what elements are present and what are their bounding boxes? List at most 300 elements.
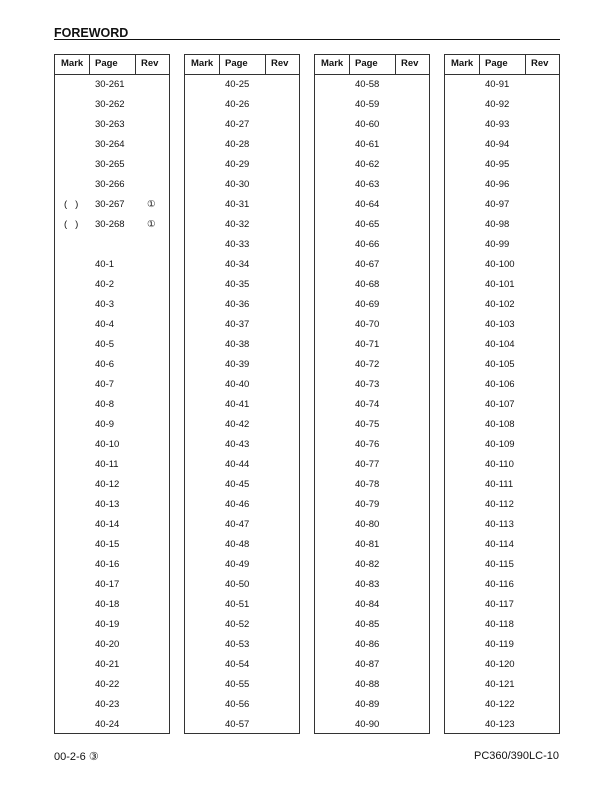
table-header xyxy=(315,55,429,75)
page-cell: 40-46 xyxy=(225,499,250,510)
table-row xyxy=(55,595,169,615)
page-cell: 40-119 xyxy=(485,639,514,650)
table-row xyxy=(185,615,299,635)
page-cell: 40-36 xyxy=(225,299,250,310)
column-divider xyxy=(219,55,220,75)
table-row xyxy=(315,495,429,515)
page-cell: 40-92 xyxy=(485,99,510,110)
column-divider xyxy=(89,55,90,75)
table-row xyxy=(55,275,169,295)
page-cell: 40-49 xyxy=(225,559,250,570)
column-divider xyxy=(265,55,266,75)
table-row xyxy=(315,95,429,115)
page-cell: 40-60 xyxy=(355,119,380,130)
table-row xyxy=(445,75,559,95)
table-row xyxy=(185,595,299,615)
page-cell: 40-21 xyxy=(95,659,120,670)
table-body xyxy=(55,75,169,733)
page-cell: 40-122 xyxy=(485,699,515,710)
table-row xyxy=(185,115,299,135)
table-row xyxy=(185,335,299,355)
page-cell: 40-104 xyxy=(485,339,515,350)
page-cell: 40-57 xyxy=(225,719,250,730)
page-cell: 40-22 xyxy=(95,679,120,690)
table-row xyxy=(55,515,169,535)
page-cell: 40-95 xyxy=(485,159,510,170)
page-cell: 40-65 xyxy=(355,219,380,230)
page-cell: 40-110 xyxy=(485,459,514,470)
table-row xyxy=(185,715,299,735)
page-cell: 40-77 xyxy=(355,459,380,470)
page-cell: 40-68 xyxy=(355,279,380,290)
page-cell: 40-12 xyxy=(95,479,120,490)
page-cell: 40-63 xyxy=(355,179,380,190)
table-row xyxy=(55,495,169,515)
page-cell: 40-28 xyxy=(225,139,250,150)
header-mark: Mark xyxy=(61,58,84,69)
table-row xyxy=(185,75,299,95)
column-divider xyxy=(395,55,396,75)
page-cell: 40-94 xyxy=(485,139,510,150)
page-cell: 40-44 xyxy=(225,459,250,470)
page-cell: 30-262 xyxy=(95,99,125,110)
table-row xyxy=(315,215,429,235)
table-row xyxy=(445,295,559,315)
table-row xyxy=(315,595,429,615)
page-cell: 40-59 xyxy=(355,99,380,110)
table-row xyxy=(445,315,559,335)
table-row xyxy=(315,675,429,695)
table-row xyxy=(185,255,299,275)
header-page: Page xyxy=(485,58,508,69)
footer-model: PC360/390LC-10 xyxy=(473,750,559,762)
page-cell: 40-72 xyxy=(355,359,380,370)
page-cell: 40-45 xyxy=(225,479,250,490)
page-cell: 40-106 xyxy=(485,379,515,390)
page-cell: 30-264 xyxy=(95,139,125,150)
page-cell: 40-109 xyxy=(485,439,515,450)
table-row xyxy=(55,695,169,715)
page-cell: 40-40 xyxy=(225,379,250,390)
table-row xyxy=(185,415,299,435)
table-row xyxy=(55,135,169,155)
page-cell: 40-111 xyxy=(485,479,514,490)
table-row xyxy=(445,95,559,115)
page-cell: 40-100 xyxy=(485,259,515,270)
page-cell: 40-86 xyxy=(355,639,380,650)
page-cell: 40-15 xyxy=(95,539,120,550)
table-row xyxy=(185,215,299,235)
table-row xyxy=(55,235,169,255)
page-cell: 40-112 xyxy=(485,499,514,510)
page-cell: 40-75 xyxy=(355,419,380,430)
table-row xyxy=(445,135,559,155)
table-row xyxy=(185,495,299,515)
header-rev: Rev xyxy=(271,58,289,69)
page-cell: 30-266 xyxy=(95,179,125,190)
table-row xyxy=(315,115,429,135)
table-row xyxy=(445,595,559,615)
page-cell: 40-99 xyxy=(485,239,510,250)
table-row xyxy=(315,295,429,315)
table-row xyxy=(315,515,429,535)
table-row xyxy=(445,635,559,655)
page-cell: 40-71 xyxy=(355,339,380,350)
page-cell: 30-263 xyxy=(95,119,125,130)
page-cell: 40-10 xyxy=(95,439,120,450)
page-cell: 40-101 xyxy=(485,279,515,290)
header-rule xyxy=(54,39,560,40)
header-rev: Rev xyxy=(531,58,549,69)
table-row xyxy=(185,395,299,415)
page-cell: 40-91 xyxy=(485,79,510,90)
table-row xyxy=(55,75,169,95)
page-cell: 30-267 xyxy=(95,199,125,210)
page-cell: 40-120 xyxy=(485,659,515,670)
page-title: FOREWORD xyxy=(54,26,129,40)
table-body xyxy=(315,75,429,733)
page-cell: 40-80 xyxy=(355,519,380,530)
table-row xyxy=(315,75,429,95)
table-row xyxy=(315,475,429,495)
page-cell: 40-27 xyxy=(225,119,250,130)
page-cell: 40-66 xyxy=(355,239,380,250)
page-cell: 40-53 xyxy=(225,639,250,650)
page-cell: 40-5 xyxy=(95,339,115,350)
table-row xyxy=(185,295,299,315)
table-row xyxy=(185,235,299,255)
page-cell: 40-73 xyxy=(355,379,380,390)
table-row xyxy=(185,655,299,675)
page-cell: 40-20 xyxy=(95,639,120,650)
page-list-table-1 xyxy=(54,54,170,734)
table-row xyxy=(445,715,559,735)
page-cell: 40-98 xyxy=(485,219,510,230)
page-cell: 30-261 xyxy=(95,79,125,90)
table-header xyxy=(185,55,299,75)
table-row xyxy=(185,475,299,495)
table-row xyxy=(185,575,299,595)
table-row xyxy=(55,675,169,695)
table-row xyxy=(185,355,299,375)
table-row xyxy=(185,195,299,215)
page-cell: 40-50 xyxy=(225,579,250,590)
table-row xyxy=(315,655,429,675)
page-cell: 40-3 xyxy=(95,299,115,310)
page-cell: 40-87 xyxy=(355,659,380,670)
table-row xyxy=(315,695,429,715)
table-row xyxy=(185,435,299,455)
page-cell: 40-38 xyxy=(225,339,250,350)
page-cell: 40-35 xyxy=(225,279,250,290)
table-row xyxy=(445,495,559,515)
table-row xyxy=(315,635,429,655)
header-mark: Mark xyxy=(321,58,344,69)
page-cell: 40-70 xyxy=(355,319,380,330)
column-divider xyxy=(349,55,350,75)
page-cell: 40-6 xyxy=(95,359,115,370)
page-cell: 40-93 xyxy=(485,119,510,130)
page-cell: 40-18 xyxy=(95,599,120,610)
column-divider xyxy=(525,55,526,75)
page-cell: 40-14 xyxy=(95,519,120,530)
table-row xyxy=(55,395,169,415)
page-cell: 30-268 xyxy=(95,219,125,230)
table-row xyxy=(315,195,429,215)
page-cell: 40-23 xyxy=(95,699,120,710)
table-row xyxy=(55,175,169,195)
page-list-table-3 xyxy=(314,54,430,734)
table-row xyxy=(445,675,559,695)
page-cell: 40-48 xyxy=(225,539,250,550)
page-cell: 40-24 xyxy=(95,719,120,730)
table-header xyxy=(55,55,169,75)
page-cell: 40-8 xyxy=(95,399,115,410)
page-cell: 40-51 xyxy=(225,599,250,610)
table-row xyxy=(445,375,559,395)
page-cell: 40-13 xyxy=(95,499,120,510)
table-row xyxy=(185,275,299,295)
table-row xyxy=(55,355,169,375)
page-cell: 40-7 xyxy=(95,379,115,390)
table-row xyxy=(55,95,169,115)
page-cell: 40-84 xyxy=(355,599,380,610)
page-cell: 40-26 xyxy=(225,99,250,110)
table-header xyxy=(445,55,559,75)
table-row xyxy=(445,515,559,535)
header-mark: Mark xyxy=(451,58,474,69)
table-row xyxy=(315,435,429,455)
table-row xyxy=(315,375,429,395)
table-row xyxy=(185,695,299,715)
table-row xyxy=(55,255,169,275)
table-row xyxy=(315,575,429,595)
header-page: Page xyxy=(355,58,378,69)
header-page: Page xyxy=(95,58,118,69)
table-row xyxy=(315,235,429,255)
header-mark: Mark xyxy=(191,58,214,69)
mark-cell: ( ) xyxy=(64,199,79,210)
page-cell: 40-30 xyxy=(225,179,250,190)
page-cell: 40-123 xyxy=(485,719,515,730)
footer-page-number: 00-2-6 ③ xyxy=(54,751,99,763)
table-row xyxy=(55,615,169,635)
page-cell: 40-31 xyxy=(225,199,250,210)
table-row xyxy=(315,395,429,415)
table-row xyxy=(445,235,559,255)
page-cell: 40-102 xyxy=(485,299,515,310)
page-cell: 30-265 xyxy=(95,159,125,170)
table-row xyxy=(315,415,429,435)
page-cell: 40-55 xyxy=(225,679,250,690)
page-cell: 40-42 xyxy=(225,419,250,430)
page-cell: 40-81 xyxy=(355,539,380,550)
table-row xyxy=(185,175,299,195)
table-row xyxy=(185,315,299,335)
page-cell: 40-47 xyxy=(225,519,250,530)
page-cell: 40-88 xyxy=(355,679,380,690)
page-cell: 40-64 xyxy=(355,199,380,210)
page-cell: 40-39 xyxy=(225,359,250,370)
page-cell: 40-103 xyxy=(485,319,515,330)
table-row xyxy=(55,295,169,315)
table-row xyxy=(315,315,429,335)
table-row xyxy=(445,415,559,435)
page-cell: 40-79 xyxy=(355,499,380,510)
column-divider xyxy=(479,55,480,75)
table-row xyxy=(55,155,169,175)
page-cell: 40-2 xyxy=(95,279,115,290)
table-row xyxy=(55,195,169,215)
page-cell: 40-67 xyxy=(355,259,380,270)
table-row xyxy=(315,355,429,375)
page-cell: 40-97 xyxy=(485,199,510,210)
page-cell: 40-9 xyxy=(95,419,115,430)
table-row xyxy=(185,635,299,655)
page-cell: 40-25 xyxy=(225,79,250,90)
table-row xyxy=(185,455,299,475)
table-row xyxy=(185,535,299,555)
page-cell: 40-115 xyxy=(485,559,514,570)
page-list-table-4 xyxy=(444,54,560,734)
page-cell: 40-33 xyxy=(225,239,250,250)
header-rev: Rev xyxy=(401,58,419,69)
page-cell: 40-90 xyxy=(355,719,380,730)
table-body xyxy=(445,75,559,733)
page-cell: 40-52 xyxy=(225,619,250,630)
page-cell: 40-108 xyxy=(485,419,515,430)
rev-cell: ① xyxy=(147,199,156,210)
rev-cell: ① xyxy=(147,219,156,230)
table-row xyxy=(445,115,559,135)
table-row xyxy=(315,455,429,475)
page-cell: 40-113 xyxy=(485,519,514,530)
table-row xyxy=(55,635,169,655)
table-row xyxy=(445,155,559,175)
table-row xyxy=(445,655,559,675)
table-row xyxy=(55,655,169,675)
table-row xyxy=(315,135,429,155)
table-row xyxy=(315,335,429,355)
table-row xyxy=(185,515,299,535)
page-cell: 40-54 xyxy=(225,659,250,670)
table-row xyxy=(315,615,429,635)
table-row xyxy=(55,455,169,475)
table-row xyxy=(185,155,299,175)
table-row xyxy=(445,475,559,495)
table-row xyxy=(55,415,169,435)
page-cell: 40-32 xyxy=(225,219,250,230)
table-row xyxy=(185,675,299,695)
page-cell: 40-121 xyxy=(485,679,515,690)
page-cell: 40-118 xyxy=(485,619,514,630)
header-rev: Rev xyxy=(141,58,159,69)
table-row xyxy=(315,715,429,735)
table-row xyxy=(55,575,169,595)
table-row xyxy=(445,615,559,635)
page-cell: 40-29 xyxy=(225,159,250,170)
table-row xyxy=(55,475,169,495)
table-row xyxy=(445,255,559,275)
table-row xyxy=(55,715,169,735)
mark-cell: ( ) xyxy=(64,219,79,230)
page-cell: 40-89 xyxy=(355,699,380,710)
table-row xyxy=(55,375,169,395)
page-cell: 40-105 xyxy=(485,359,515,370)
page-cell: 40-37 xyxy=(225,319,250,330)
table-row xyxy=(445,175,559,195)
table-body xyxy=(185,75,299,733)
page-cell: 40-16 xyxy=(95,559,120,570)
page-cell: 40-43 xyxy=(225,439,250,450)
page-cell: 40-117 xyxy=(485,599,514,610)
page-list-table-2 xyxy=(184,54,300,734)
page-cell: 40-19 xyxy=(95,619,120,630)
table-row xyxy=(445,275,559,295)
table-row xyxy=(315,155,429,175)
page-cell: 40-34 xyxy=(225,259,250,270)
table-row xyxy=(445,435,559,455)
table-row xyxy=(445,555,559,575)
page-cell: 40-78 xyxy=(355,479,380,490)
page-cell: 40-17 xyxy=(95,579,120,590)
page-cell: 40-83 xyxy=(355,579,380,590)
page-cell: 40-62 xyxy=(355,159,380,170)
table-row xyxy=(315,555,429,575)
page-cell: 40-1 xyxy=(95,259,115,270)
page-cell: 40-116 xyxy=(485,579,514,590)
table-row xyxy=(185,135,299,155)
table-row xyxy=(185,555,299,575)
table-row xyxy=(55,215,169,235)
page-cell: 40-107 xyxy=(485,399,515,410)
page-cell: 40-85 xyxy=(355,619,380,630)
table-row xyxy=(445,575,559,595)
table-row xyxy=(315,535,429,555)
page-cell: 40-11 xyxy=(95,459,119,470)
table-row xyxy=(445,335,559,355)
page-cell: 40-96 xyxy=(485,179,510,190)
page-cell: 40-58 xyxy=(355,79,380,90)
table-row xyxy=(55,555,169,575)
table-row xyxy=(55,535,169,555)
page-cell: 40-41 xyxy=(225,399,250,410)
column-divider xyxy=(135,55,136,75)
table-row xyxy=(445,695,559,715)
table-row xyxy=(445,215,559,235)
header-page: Page xyxy=(225,58,248,69)
table-row xyxy=(315,275,429,295)
page-cell: 40-4 xyxy=(95,319,115,330)
table-row xyxy=(55,115,169,135)
table-row xyxy=(445,535,559,555)
page-cell: 40-69 xyxy=(355,299,380,310)
table-row xyxy=(185,95,299,115)
page-cell: 40-74 xyxy=(355,399,380,410)
table-row xyxy=(55,435,169,455)
page-cell: 40-76 xyxy=(355,439,380,450)
table-row xyxy=(445,355,559,375)
table-row xyxy=(445,195,559,215)
table-row xyxy=(55,315,169,335)
page-cell: 40-114 xyxy=(485,539,514,550)
page-cell: 40-56 xyxy=(225,699,250,710)
page-cell: 40-61 xyxy=(355,139,380,150)
table-row xyxy=(55,335,169,355)
table-row xyxy=(185,375,299,395)
table-row xyxy=(315,175,429,195)
table-row xyxy=(445,455,559,475)
